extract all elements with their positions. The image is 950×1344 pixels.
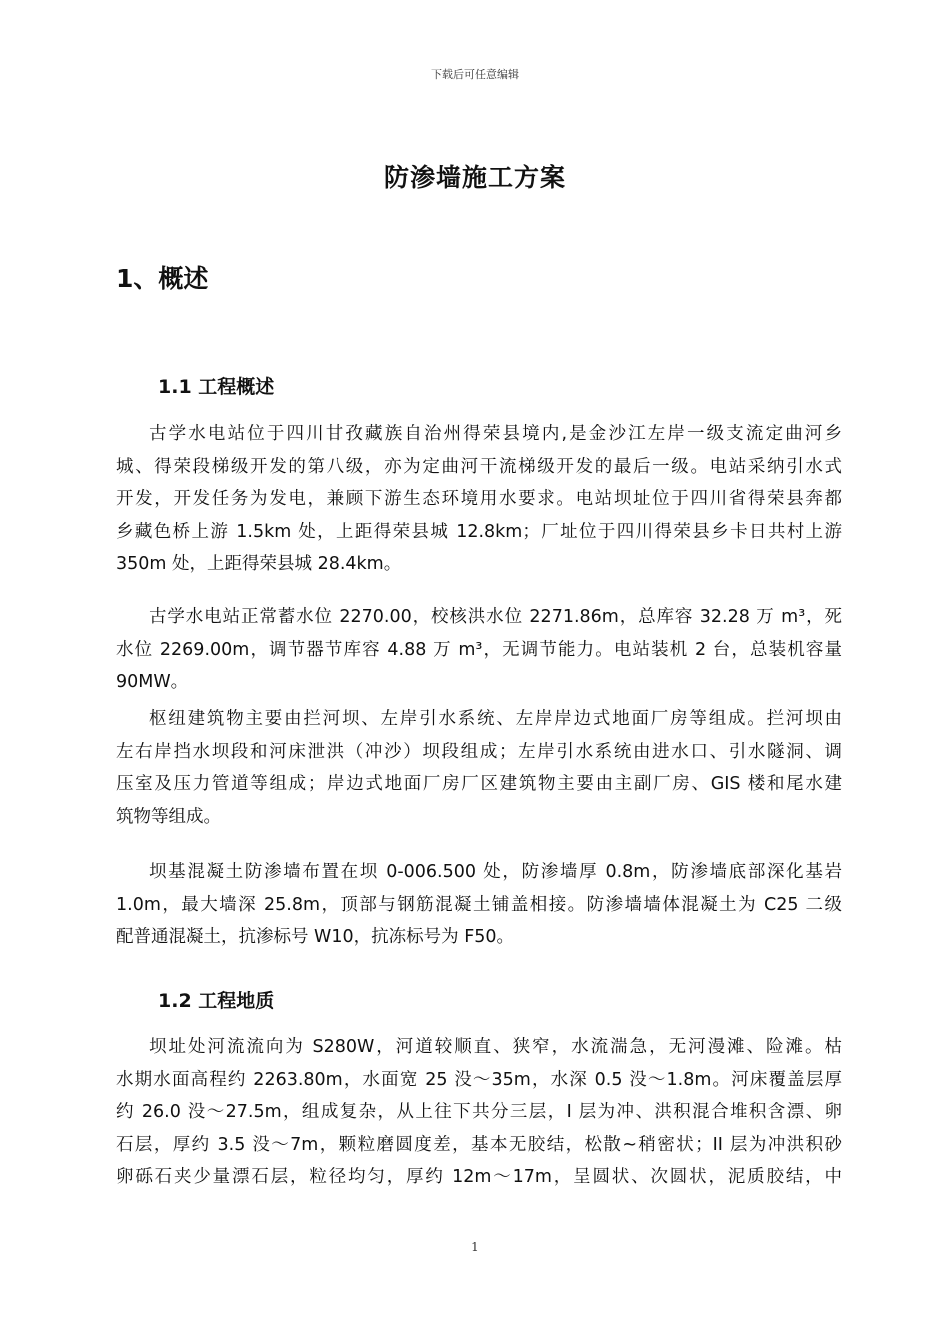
paragraph [116,856,842,954]
paragraph-line: 压室及压力管道等组成；岸边式地面厂房厂区建筑物主要由主副厂房、GIS 楼和尾水建 [116,774,842,795]
paragraph-line: 城、得荣段梯级开发的第八级，亦为定曲河干流梯级开发的最后一级。电站采纳引水式 [116,456,842,477]
paragraph-line: 坝址处河流流向为 S280W，河道较顺直、狭窄，水流湍急，无河漫滩、险滩。枯 [149,1037,842,1057]
paragraph-line: 古学水电站正常蓄水位 2270.00，校核洪水位 2271.86m，总库容 32.28 万 m³，死 [149,607,842,627]
paragraph-line: 卵砾石夹少量漂石层，粒径均匀，厚约 12m～17m，呈圆状、次圆状，泥质胶结，中 [116,1167,842,1188]
paragraph-line: 约 26.0 没～27.5m，组成复杂，从上往下共分三层，I 层为冲、洪积混合堆积含漂、卵 [116,1102,842,1123]
section-heading-1: 1、概述 [116,264,209,293]
paragraph [116,1031,842,1194]
paragraph-line: 古学水电站位于四川甘孜藏族自治州得荣县境内,是金沙江左岸一级支流定曲河乡 [149,424,842,444]
page-number: 1 [471,1240,479,1254]
paragraph-line: 石层，厚约 3.5 没～7m，颗粒磨圆度差，基本无胶结，松散~稍密状；II 层为冲洪积砂 [116,1134,842,1155]
paragraph-line: 乡藏色桥上游 1.5km 处，上距得荣县城 12.8km；厂址位于四川得荣县乡卡日共村上游 [116,521,842,542]
paragraph-line: 90MW。 [116,672,189,693]
paragraph-line: 枢纽建筑物主要由拦河坝、左岸引水系统、左岸岸边式地面厂房等组成。拦河坝由 [149,709,842,729]
header-note: 下载后可任意编辑 [431,68,519,81]
document-title: 防渗墙施工方案 [383,163,566,192]
paragraph-line: 坝基混凝土防渗墙布置在坝 0-006.500 处，防渗墙厚 0.8m，防渗墙底部深化基岩 [149,862,842,882]
paragraph-line: 1.0m，最大墙深 25.8m，顶部与钢筋混凝土铺盖相接。防渗墙墙体混凝土为 C25 二级 [116,894,842,915]
subsection-heading-1-1: 1.1 工程概述 [158,376,275,398]
paragraph-line: 左右岸挡水坝段和河床泄洪（冲沙）坝段组成；左岸引水系统由进水口、引水隧洞、调 [116,741,842,762]
paragraph-line: 水位 2269.00m，调节器节库容 4.88 万 m³，无调节能力。电站装机 2 台，总装机容量 [116,639,842,660]
paragraph-line: 筑物等组成。 [116,806,221,827]
paragraph [116,418,842,581]
paragraph-line: 开发，开发任务为发电，兼顾下游生态环境用水要求。电站坝址位于四川省得荣县奔都 [116,489,842,510]
paragraph [116,601,842,699]
paragraph-line: 配普通混凝土，抗渗标号 W10，抗冻标号为 F50。 [116,927,515,948]
paragraph-line: 350m 处，上距得荣县城 28.4km。 [116,554,402,575]
subsection-heading-1-2: 1.2 工程地质 [158,990,275,1012]
paragraph-line: 水期水面高程约 2263.80m，水面宽 25 没～35m，水深 0.5 没～1.8m。河床覆盖层厚 [116,1069,842,1090]
paragraph [116,703,842,833]
